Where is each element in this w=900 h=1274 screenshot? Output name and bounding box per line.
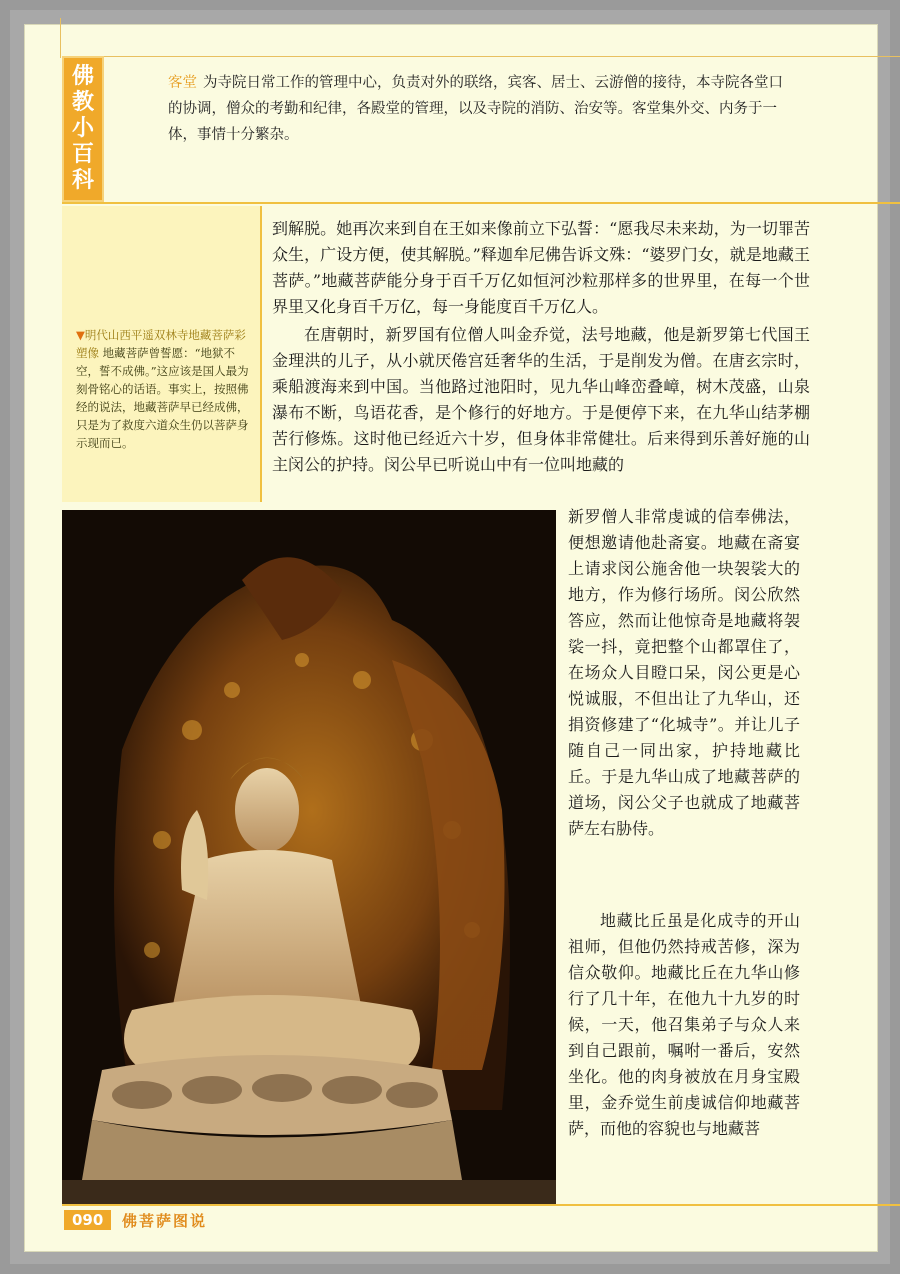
footer-rule bbox=[62, 1204, 900, 1206]
banner-char: 教 bbox=[71, 90, 94, 115]
book-title: 佛菩萨图说 bbox=[122, 1212, 208, 1230]
tip-keyword: 客堂 bbox=[168, 75, 197, 91]
page-number: 090 bbox=[64, 1210, 111, 1230]
banner-char: 百 bbox=[71, 142, 94, 167]
tip-text: 为寺院日常工作的管理中心，负责对外的联络，宾客、居士、云游僧的接待，本寺院各堂口的协调，僧众的考勤和纪律，各殿堂的管理，以及寺院的消防、治安等。客堂集外交、内务于一体，事情十分繁杂。 bbox=[168, 75, 783, 143]
section-rule bbox=[62, 202, 900, 204]
sidebar-banner bbox=[62, 56, 104, 202]
caption-divider bbox=[260, 206, 262, 502]
banner-char: 佛 bbox=[71, 64, 94, 89]
statue-illustration bbox=[62, 510, 556, 1204]
banner-char: 小 bbox=[71, 116, 94, 141]
caption-title: 明代山西平遥双林寺地藏菩萨彩塑像 bbox=[76, 328, 246, 360]
decor-line bbox=[60, 18, 61, 58]
image-caption bbox=[76, 326, 254, 452]
top-rule bbox=[104, 56, 900, 57]
body-paragraph-2-continued: 新罗僧人非常虔诚的信奉佛法，便想邀请他赴斋宴。地藏在斋宴上请求闵公施舍他一块袈裟大的地方，作为修行场所。闵公欣然答应，然而让他惊奇是地藏将袈裟一抖，竟把整个山都罩住了，在场众人目瞪口呆，闵公更是心悦诚服，不但出让了九华山，还捐资修建了“化城寺”。并让儿子随自己一同出家，护持地藏比丘。于是九华山成了地藏菩萨的道场，闵公父子也就成了地藏菩萨左右胁侍。 bbox=[568, 507, 800, 838]
tip-box bbox=[168, 70, 788, 148]
body-paragraph-3: 地藏比丘虽是化成寺的开山祖师，但他仍然持戒苦修，深为信众敬仰。地藏比丘在九华山修行了几十年，在他九十九岁的时候，一天，他召集弟子与众人来到自己跟前，嘱咐一番后，安然坐化。他的肉身被放在月身宝殿里，金乔觉生前虔诚信仰地藏菩萨，而他的容貌也与地藏菩 bbox=[568, 911, 800, 1138]
body-paragraph-2: 在唐朝时，新罗国有位僧人叫金乔觉，法号地藏，他是新罗第七代国王金理洪的儿子，从小就厌倦宫廷奢华的生活，于是削发为僧。在唐玄宗时，乘船渡海来到中国。当他路过池阳时，见九华山峰峦叠嶂，树木茂盛，山泉瀑布不断，鸟语花香，是个修行的好地方。于是便停下来，在九华山结茅棚苦行修炼。这时他已经近六十岁，但身体非常健壮。后来得到乐善好施的山主闵公的护持。闵公早已听说山中有一位叫地藏的 bbox=[272, 325, 810, 474]
caption-text: 地藏菩萨曾誓愿：“地狱不空，誓不成佛。”这应该是国人最为刻骨铭心的话语。事实上，按照佛经的说法，地藏菩萨早已经成佛，只是为了救度六道众生仍以菩萨身示现而已。 bbox=[76, 346, 249, 450]
banner-char: 科 bbox=[71, 168, 94, 193]
body-paragraph-1: 到解脱。她再次来到自在王如来像前立下弘誓：“愿我尽未来劫，为一切罪苦众生，广设方便，使其解脱。”释迦牟尼佛告诉文殊：“婆罗门女，就是地藏王菩萨。”地藏菩萨能分身于百千万亿如恒河沙粒那样多的世界里，在每一个世界里又化身百千万亿，每一身能度百千万亿人。 bbox=[272, 219, 810, 316]
bodhisattva-statue-photo bbox=[62, 510, 556, 1204]
caption-marker: ▼ bbox=[76, 328, 85, 342]
